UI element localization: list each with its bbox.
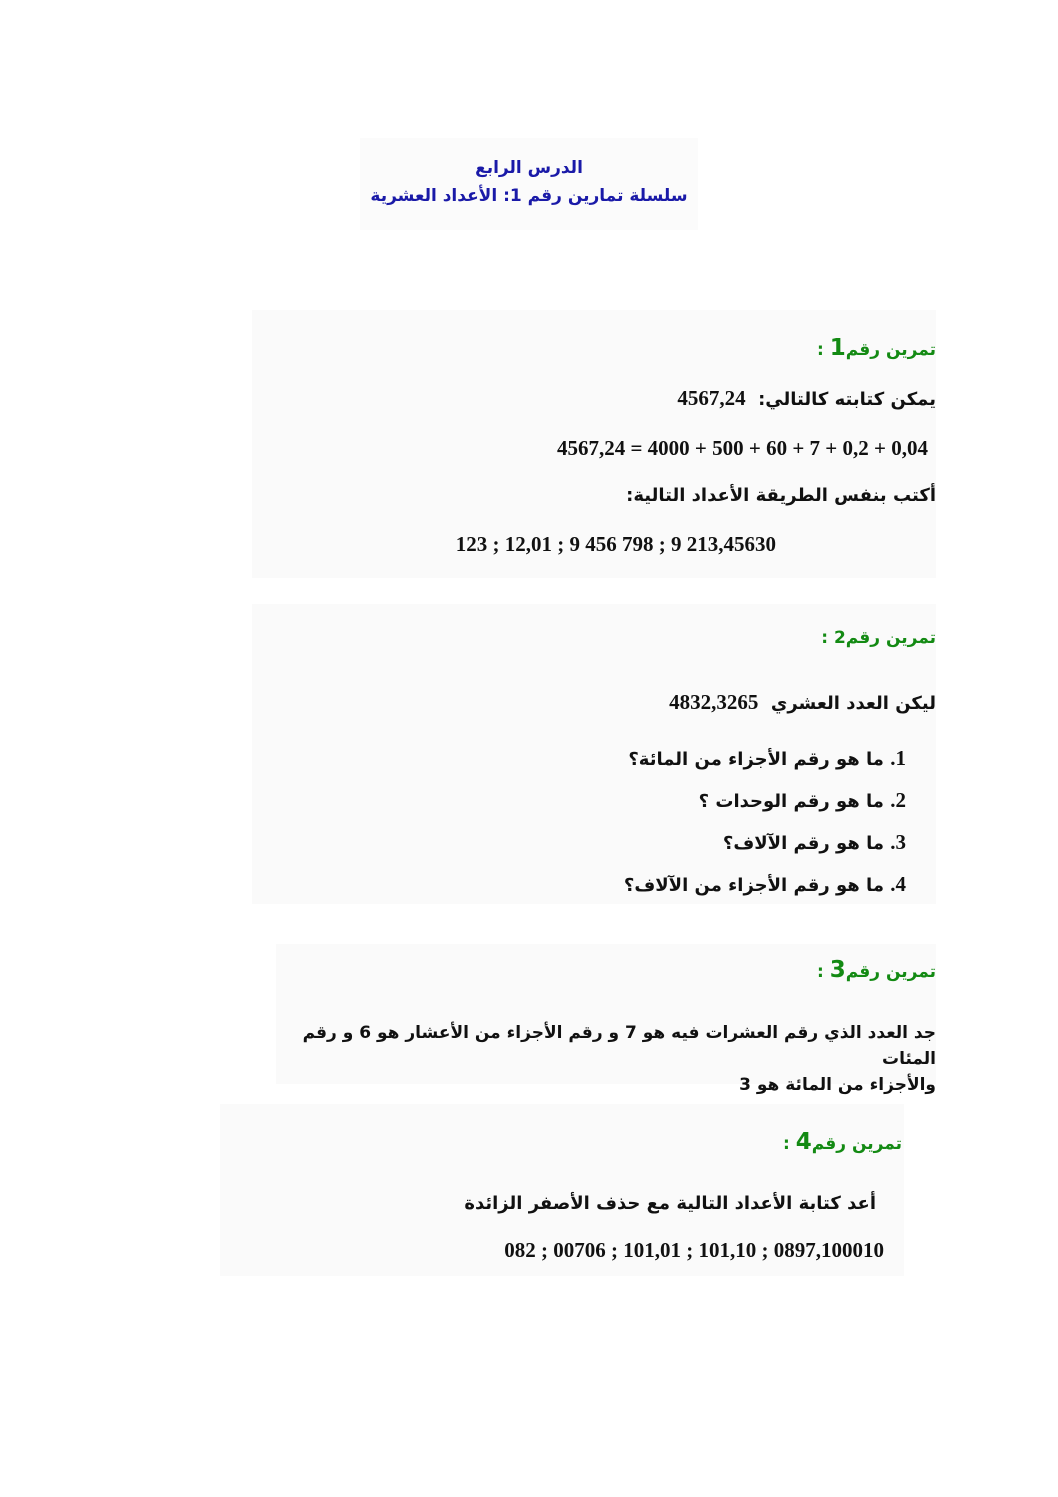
exercise-4-numbers: 082 ; 00706 ; 101,01 ; 101,10 ; 0897,100010 <box>504 1238 884 1262</box>
exercise-title-colon: : <box>817 340 824 360</box>
series-title: سلسلة تمارين رقم 1: الأعداد العشرية <box>370 186 688 206</box>
question-item <box>723 830 906 856</box>
exercise-4 <box>220 1104 904 1276</box>
exercise-title-text: تمرين رقم <box>811 1134 902 1154</box>
exercise-title-colon: : <box>821 628 829 648</box>
exercise-2-title <box>821 626 936 650</box>
question-number: 2. <box>890 788 906 812</box>
exercise-3-body-line-2: والأجزاء من المائة هو 3 <box>739 1075 936 1095</box>
exercise-title-colon: : <box>783 1134 790 1154</box>
question-text: ما هو رقم الآلاف؟ <box>722 833 884 854</box>
exercise-title-colon: : <box>817 962 824 982</box>
exercise-3-title <box>817 958 936 984</box>
exercise-title-text: تمرين رقم <box>845 340 936 360</box>
exercise-number: 3 <box>829 957 846 983</box>
exercise-1-instruction: أكتب بنفس الطريقة الأعداد التالية: <box>626 485 936 506</box>
question-number: 3. <box>890 830 906 854</box>
question-number: 1. <box>890 746 906 770</box>
intro-text: ليكن العدد العشري <box>770 693 936 714</box>
exercise-2 <box>252 604 936 904</box>
question-text: ما هو رقم الأجزاء من الآلاف؟ <box>623 875 884 896</box>
intro-number: 4567,24 <box>677 386 746 410</box>
question-text: ما هو رقم الوحدات ؟ <box>698 791 884 812</box>
exercise-title-text: تمرين رقم <box>845 962 936 982</box>
intro-number: 4832,3265 <box>669 690 759 714</box>
exercise-4-title <box>783 1130 902 1156</box>
exercise-1-numbers: 123 ; 12,01 ; 9 456 798 ; 9 213,45630 <box>455 532 776 556</box>
exercise-1 <box>252 310 936 578</box>
exercise-number: 1 <box>829 335 846 361</box>
exercise-1-title <box>817 336 936 362</box>
lesson-header <box>360 138 698 230</box>
question-item <box>699 788 906 814</box>
exercise-number: 4 <box>795 1129 812 1155</box>
expansion-line: 4567,24 = 4000 + 500 + 60 + 7 + 0,2 + 0,04 <box>556 436 928 460</box>
exercise-number: 2 <box>833 628 846 648</box>
question-item <box>624 872 906 898</box>
exercise-3-body <box>276 1020 936 1098</box>
exercise-title-text: تمرين رقم <box>845 628 936 648</box>
intro-text: يمكن كتابته كالتالي: <box>758 389 936 410</box>
exercise-3 <box>276 944 936 1095</box>
lesson-title: الدرس الرابع <box>475 158 583 178</box>
question-number: 4. <box>890 872 906 896</box>
exercise-2-intro <box>669 690 936 716</box>
exercise-3-body-line-1: جد العدد الذي رقم العشرات فيه هو 7 و رقم الأجزاء من الأعشار هو 6 و رقم المئات <box>302 1023 936 1069</box>
exercise-4-instruction: أعد كتابة الأعداد التالية مع حذف الأصفر الزائدة <box>464 1193 876 1214</box>
exercise-1-intro <box>677 386 936 412</box>
question-item <box>628 746 906 772</box>
question-text: ما هو رقم الأجزاء من المائة؟ <box>628 749 884 770</box>
